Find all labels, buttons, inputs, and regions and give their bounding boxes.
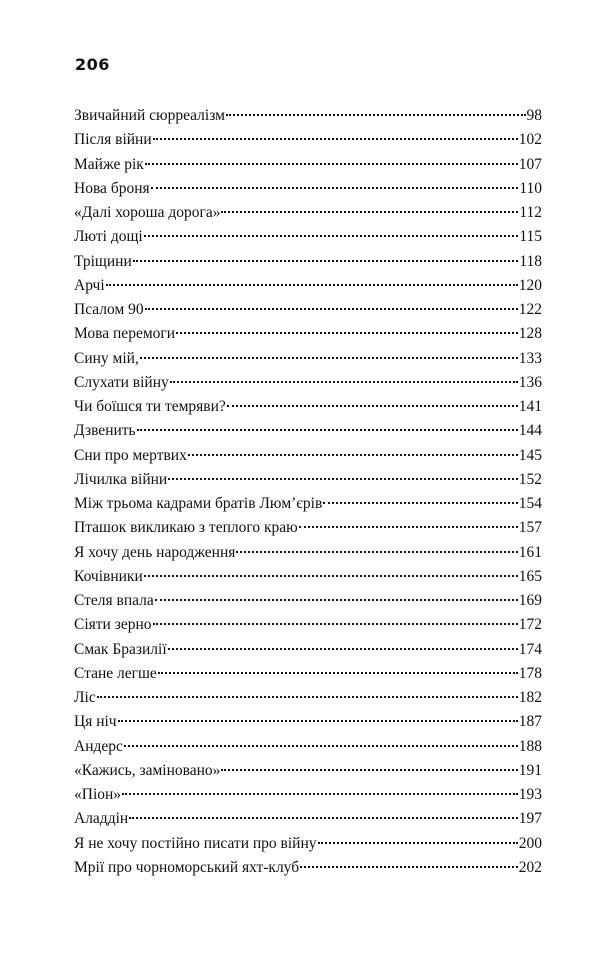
- toc-entry: [74, 250, 542, 274]
- dot-leader: [176, 332, 518, 334]
- toc-entry-title: Після війни: [74, 131, 152, 149]
- toc-entry-title: Чи боїшся ти темряви?: [74, 398, 226, 415]
- toc-entry-page: 144: [518, 422, 542, 440]
- toc-entry-page: 182: [518, 689, 542, 706]
- toc-entry-page: 102: [518, 131, 542, 149]
- toc-entry: [74, 759, 542, 783]
- toc-entry: [74, 565, 542, 589]
- toc-entry-title: Смак Бразилії: [74, 640, 167, 658]
- toc-entry-page: 133: [518, 349, 542, 367]
- toc-entry-page: 157: [518, 519, 542, 537]
- page-number: 206: [75, 55, 110, 74]
- toc-entry-title: Ліс: [74, 689, 96, 706]
- dot-leader: [158, 672, 518, 674]
- toc-entry-title: Мова перемоги: [74, 325, 176, 343]
- toc-entry-page: 118: [519, 252, 542, 270]
- toc-entry-title: Пташок викликаю з теплого краю: [74, 519, 298, 537]
- toc-entry-title: Лічилка війни: [74, 470, 168, 488]
- toc-entry-page: 107: [518, 155, 542, 173]
- toc-entry-page: 191: [518, 761, 542, 779]
- toc-entry: [74, 856, 542, 880]
- toc-entry-page: 188: [518, 737, 542, 755]
- toc-entry-title: Тріщини: [74, 252, 132, 270]
- toc-entry: [74, 662, 542, 686]
- dot-leader: [221, 211, 518, 213]
- toc-entry-title: Аладдін: [74, 810, 129, 828]
- dot-leader: [122, 793, 518, 795]
- dot-leader: [323, 502, 517, 504]
- dot-leader: [151, 187, 519, 189]
- toc-entry: [74, 347, 542, 371]
- toc-entry: [74, 832, 542, 856]
- toc-entry-page: 187: [518, 713, 542, 731]
- toc-entry: [74, 201, 542, 225]
- toc-entry-page: 197: [518, 810, 542, 828]
- toc-entry-page: 128: [518, 325, 542, 343]
- toc-entry-page: 98: [526, 107, 542, 124]
- toc-entry: [74, 783, 542, 807]
- toc-entry: [74, 177, 542, 201]
- toc-entry: [74, 638, 542, 662]
- toc-entry-page: 154: [518, 495, 542, 512]
- toc-entry-page: 145: [518, 446, 542, 464]
- toc-entry-page: 152: [518, 470, 542, 488]
- toc-entry: [74, 710, 542, 734]
- dot-leader: [144, 575, 518, 577]
- toc-entry: [74, 153, 542, 177]
- dot-leader: [144, 235, 519, 237]
- toc-entry: [74, 541, 542, 565]
- toc-entry-page: 165: [518, 567, 542, 585]
- dot-leader: [168, 478, 518, 480]
- toc-entry-title: Я не хочу постійно писати про війну: [74, 834, 317, 852]
- toc-entry: [74, 274, 542, 298]
- toc-entry: [74, 735, 542, 759]
- toc-entry-title: Майже рік: [74, 155, 144, 173]
- dot-leader: [299, 526, 518, 528]
- dot-leader: [153, 623, 518, 625]
- dot-leader: [145, 308, 518, 310]
- toc-entry: [74, 468, 542, 492]
- toc-entry: [74, 419, 542, 443]
- toc-entry-page: 120: [518, 276, 542, 294]
- toc-entry-title: Сни про мертвих: [74, 446, 187, 464]
- toc-entry: [74, 298, 542, 322]
- toc-entry: [74, 492, 542, 516]
- dot-leader: [188, 454, 518, 456]
- toc-entry: [74, 589, 542, 613]
- toc-entry: [74, 225, 542, 249]
- dot-leader: [137, 429, 518, 431]
- toc-entry-title: Ця ніч: [74, 713, 117, 731]
- toc-entry: [74, 104, 542, 128]
- dot-leader: [145, 163, 518, 165]
- toc-entry-title: Звичайний сюрреалізм: [74, 107, 225, 124]
- dot-leader: [124, 745, 518, 747]
- dot-leader: [153, 138, 518, 140]
- toc-entry-page: 161: [518, 543, 542, 561]
- dot-leader: [236, 551, 517, 553]
- toc-entry-title: Сіяти зерно: [74, 616, 152, 634]
- toc-entry-page: 202: [518, 858, 542, 876]
- toc-entry-title: Стеля впала: [74, 592, 154, 609]
- toc-entry-title: Сину мій,: [74, 349, 139, 367]
- toc-entry: [74, 686, 542, 710]
- toc-entry: [74, 444, 542, 468]
- toc-entry-title: Стане легше: [74, 664, 157, 682]
- toc-entry: [74, 371, 542, 395]
- dot-leader: [227, 405, 518, 407]
- toc-entry-page: 136: [518, 373, 542, 391]
- dot-leader: [133, 260, 519, 262]
- dot-leader: [97, 696, 518, 698]
- toc-entry-page: 172: [518, 616, 542, 634]
- toc-entry-title: Мрії про чорноморський яхт-клуб: [74, 858, 300, 876]
- dot-leader: [106, 284, 518, 286]
- toc-entry-title: Слухати війну: [74, 373, 169, 391]
- toc-entry-page: 174: [518, 640, 542, 658]
- dot-leader: [168, 648, 518, 650]
- toc-entry-title: Псалом 90: [74, 301, 144, 318]
- toc-entry-title: Нова броня: [74, 179, 150, 197]
- toc-entry-page: 112: [519, 204, 542, 221]
- table-of-contents: [74, 104, 542, 880]
- toc-entry-title: «Піон»: [74, 786, 122, 803]
- dot-leader: [170, 381, 518, 383]
- toc-entry: [74, 395, 542, 419]
- toc-entry-page: 178: [518, 664, 542, 682]
- toc-entry-title: Андерс: [74, 737, 123, 755]
- toc-entry-title: «Кажись, заміновано»: [74, 761, 221, 779]
- toc-entry-page: 169: [518, 592, 542, 609]
- toc-entry-title: Люті дощі: [74, 228, 143, 246]
- toc-entry-title: «Далі хороша дорога»: [74, 204, 221, 221]
- toc-entry-page: 141: [518, 398, 542, 415]
- toc-entry-title: Я хочу день народження: [74, 543, 236, 561]
- toc-entry: [74, 516, 542, 540]
- dot-leader: [300, 866, 518, 868]
- toc-entry-page: 115: [519, 228, 542, 246]
- toc-entry: [74, 613, 542, 637]
- dot-leader: [140, 357, 518, 359]
- toc-entry: [74, 807, 542, 831]
- toc-entry-title: Кочівники: [74, 567, 143, 585]
- toc-entry-page: 110: [519, 179, 542, 197]
- toc-entry: [74, 128, 542, 152]
- toc-entry-page: 193: [518, 786, 542, 803]
- dot-leader: [226, 114, 526, 116]
- dot-leader: [318, 842, 518, 844]
- dot-leader: [155, 599, 518, 601]
- toc-entry-title: Між трьома кадрами братів Люм’єрів: [74, 495, 323, 512]
- dot-leader: [221, 769, 517, 771]
- toc-entry-title: Дзвенить: [74, 422, 136, 440]
- dot-leader: [129, 817, 518, 819]
- toc-entry-page: 122: [518, 301, 542, 318]
- toc-entry-title: Арчі: [74, 276, 105, 294]
- toc-entry: [74, 322, 542, 346]
- dot-leader: [118, 720, 518, 722]
- toc-entry-page: 200: [518, 834, 542, 852]
